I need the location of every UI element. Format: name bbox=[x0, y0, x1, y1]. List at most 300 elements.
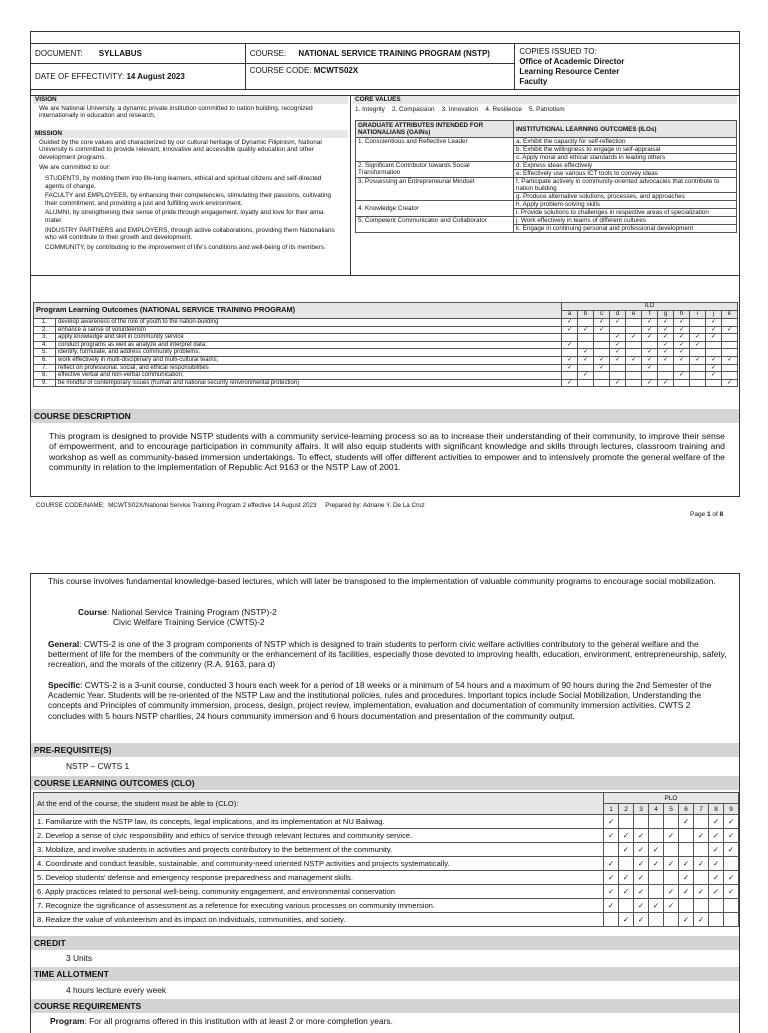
check-mark: ✓ bbox=[706, 326, 722, 334]
empty-cell bbox=[674, 364, 690, 372]
check-mark: ✓ bbox=[642, 319, 658, 327]
empty-cell bbox=[664, 871, 679, 885]
empty-cell bbox=[706, 379, 722, 387]
check-mark: ✓ bbox=[709, 871, 724, 885]
document-type: SYLLABUS bbox=[98, 49, 142, 58]
check-mark: ✓ bbox=[610, 334, 626, 342]
check-mark: ✓ bbox=[619, 829, 634, 843]
empty-cell bbox=[679, 829, 694, 843]
core-values-section bbox=[353, 96, 737, 115]
empty-cell bbox=[649, 885, 664, 899]
clo-row bbox=[34, 857, 739, 871]
empty-cell bbox=[724, 913, 739, 927]
plo-number: 1. bbox=[34, 319, 56, 327]
gain-4: 4. Knowledge Creator bbox=[356, 201, 514, 217]
check-mark: ✓ bbox=[604, 829, 619, 843]
check-mark: ✓ bbox=[724, 829, 739, 843]
clo-text: 6. Apply practices related to personal well-being, community engagement, and environmental conservation bbox=[34, 885, 604, 899]
empty-cell bbox=[626, 372, 642, 380]
empty-cell bbox=[594, 334, 610, 342]
mission-item: STUDENTS, by molding them into life-long learners, ethical and spiritual citizens and self-directed agents of change. bbox=[45, 174, 322, 190]
empty-cell bbox=[626, 341, 642, 349]
empty-cell bbox=[709, 899, 724, 913]
empty-cell bbox=[658, 364, 674, 372]
check-mark: ✓ bbox=[706, 364, 722, 372]
ilo-letter: b bbox=[578, 311, 594, 319]
check-mark: ✓ bbox=[694, 829, 709, 843]
empty-cell bbox=[722, 364, 738, 372]
empty-cell bbox=[690, 372, 706, 380]
check-mark: ✓ bbox=[722, 326, 738, 334]
time-allotment-title: TIME ALLOTMENT bbox=[31, 967, 739, 981]
plo-number: 5. bbox=[34, 349, 56, 357]
page-number: Page 1 of 8 bbox=[690, 511, 724, 518]
check-mark: ✓ bbox=[619, 913, 634, 927]
plo-row bbox=[34, 364, 738, 372]
empty-cell bbox=[658, 372, 674, 380]
plo-row bbox=[34, 341, 738, 349]
mission-intro: Guided by the core values and characterized by our cultural heritage of Dynamic Filipinism, National University is committed to provide relevant, innovative and accessible quality education and other development programs. bbox=[39, 138, 322, 161]
document-header bbox=[30, 43, 740, 90]
mission-item: INDUSTRY PARTNERS and EMPLOYERS, through active collaborations, providing them Nationalians who will contribute to their growth and development. bbox=[45, 226, 335, 242]
gain-3: 3. Possessing an Entrepreneurial Mindset bbox=[356, 178, 514, 201]
empty-cell bbox=[649, 913, 664, 927]
empty-cell bbox=[578, 334, 594, 342]
check-mark: ✓ bbox=[679, 815, 694, 829]
empty-cell bbox=[664, 913, 679, 927]
empty-cell bbox=[626, 319, 642, 327]
empty-cell bbox=[604, 913, 619, 927]
check-mark: ✓ bbox=[709, 829, 724, 843]
plo-row bbox=[34, 326, 738, 334]
empty-cell bbox=[642, 341, 658, 349]
empty-cell bbox=[626, 326, 642, 334]
empty-cell bbox=[706, 349, 722, 357]
check-mark: ✓ bbox=[642, 364, 658, 372]
empty-cell bbox=[690, 326, 706, 334]
check-mark: ✓ bbox=[562, 364, 578, 372]
check-mark: ✓ bbox=[562, 379, 578, 387]
plo-number: 2. bbox=[34, 326, 56, 334]
ilo-item: i. Provide solutions to challenges in respective areas of specialization bbox=[514, 209, 737, 217]
check-mark: ✓ bbox=[594, 326, 610, 334]
course-code: MCWTS02X bbox=[313, 66, 359, 75]
check-mark: ✓ bbox=[679, 913, 694, 927]
check-mark: ✓ bbox=[562, 356, 578, 364]
check-mark: ✓ bbox=[642, 349, 658, 357]
empty-cell bbox=[679, 843, 694, 857]
check-mark: ✓ bbox=[724, 815, 739, 829]
check-mark: ✓ bbox=[664, 829, 679, 843]
course-cell: COURSE: NATIONAL SERVICE TRAINING PROGRAM (NSTP) bbox=[245, 44, 515, 64]
plo-text: conduct programs as well as analyze and interpret data; bbox=[56, 341, 562, 349]
plo-text: reflect on professional, social, and ethical responsibilities bbox=[56, 364, 562, 372]
check-mark: ✓ bbox=[658, 319, 674, 327]
clo-row bbox=[34, 843, 739, 857]
clo-row bbox=[34, 885, 739, 899]
check-mark: ✓ bbox=[679, 871, 694, 885]
vision-text: We are National University, a dynamic private institution committed to nation building, recognized internationally in education and research. bbox=[39, 104, 313, 120]
check-mark: ✓ bbox=[649, 843, 664, 857]
check-mark: ✓ bbox=[658, 326, 674, 334]
empty-cell bbox=[610, 364, 626, 372]
clo-text: 1. Familiarize with the NSTP law, its concepts, legal implications, and its implementation at NU Baliwag. bbox=[34, 815, 604, 829]
empty-cell bbox=[562, 334, 578, 342]
empty-cell bbox=[604, 843, 619, 857]
plo-number: 8 bbox=[709, 804, 724, 815]
ilo-letter: j bbox=[706, 311, 722, 319]
empty-cell bbox=[724, 857, 739, 871]
time-allotment-value: 4 hours lecture every week bbox=[66, 985, 167, 995]
ilo-item: g. Produce alternative solutions, processes, and approaches bbox=[514, 193, 737, 201]
check-mark: ✓ bbox=[594, 364, 610, 372]
ilo-item: d. Express ideas effectively bbox=[514, 162, 737, 170]
plo-number: 5 bbox=[664, 804, 679, 815]
plo-number: 3 bbox=[634, 804, 649, 815]
check-mark: ✓ bbox=[634, 843, 649, 857]
empty-cell bbox=[578, 379, 594, 387]
check-mark: ✓ bbox=[674, 356, 690, 364]
empty-cell bbox=[594, 379, 610, 387]
check-mark: ✓ bbox=[694, 857, 709, 871]
check-mark: ✓ bbox=[578, 326, 594, 334]
plo-ilo-matrix bbox=[33, 302, 738, 387]
check-mark: ✓ bbox=[642, 326, 658, 334]
check-mark: ✓ bbox=[619, 843, 634, 857]
clo-row bbox=[34, 871, 739, 885]
empty-cell bbox=[649, 871, 664, 885]
check-mark: ✓ bbox=[642, 379, 658, 387]
ilo-item: e. Effectively use various ICT tools to convey ideas bbox=[514, 170, 737, 178]
empty-cell bbox=[722, 349, 738, 357]
ilo-header: INSTITUTIONAL LEARNING OUTCOMES (ILOs) bbox=[514, 121, 737, 138]
check-mark: ✓ bbox=[709, 857, 724, 871]
plo-rows bbox=[34, 319, 738, 387]
check-mark: ✓ bbox=[578, 356, 594, 364]
clo-row bbox=[34, 829, 739, 843]
check-mark: ✓ bbox=[604, 885, 619, 899]
clo-rows bbox=[34, 815, 739, 927]
check-mark: ✓ bbox=[562, 326, 578, 334]
gain-5: 5. Competent Communicator and Collaborator bbox=[356, 217, 514, 233]
check-mark: ✓ bbox=[674, 319, 690, 327]
clo-header: At the end of the course, the student must be able to (CLO): bbox=[34, 793, 604, 815]
mission-committed: We are committed to our: bbox=[39, 164, 111, 172]
vision-section bbox=[33, 96, 348, 121]
prereq-value: NSTP – CWTS 1 bbox=[66, 761, 130, 771]
empty-cell bbox=[578, 341, 594, 349]
mission-item: FACULTY and EMPLOYEES, by enhancing their competencies, stimulating their passions, cultivating their commitment, and providing a just and fulfilling work environment. bbox=[45, 192, 332, 207]
ilo-letter: d bbox=[610, 311, 626, 319]
empty-cell bbox=[690, 364, 706, 372]
empty-cell bbox=[626, 364, 642, 372]
mission-item: ALUMNI, by strengthening their sense of pride through engagement, loyalty and love for their alma mater. bbox=[45, 209, 324, 224]
empty-cell bbox=[578, 319, 594, 327]
gain-2: 2. Significant Contributor towards Social Transformation bbox=[356, 162, 514, 178]
clo-text: 8. Realize the value of volunteerism and its impact on individuals, communities, and society. bbox=[34, 913, 604, 927]
empty-cell bbox=[690, 379, 706, 387]
course-description-text: This program is designed to provide NSTP students with a community service-learning process so as to increase their understanding of their community, to improve their sense of empowerment, and to encourage participation in community affairs. It will also equip students with significant knowledge and skills through lectures, classroom training and workshop as well as community-based immersion undertakings. To effect, students will offer different activities to empower and to intensively promote the general welfare of the community in relation to the implementation of Republic Act 9163 or the NSTP Law of 2001. bbox=[49, 431, 725, 473]
empty-cell bbox=[709, 913, 724, 927]
check-mark: ✓ bbox=[610, 349, 626, 357]
check-mark: ✓ bbox=[690, 334, 706, 342]
check-mark: ✓ bbox=[634, 899, 649, 913]
empty-cell bbox=[722, 334, 738, 342]
plo-number: 2 bbox=[619, 804, 634, 815]
empty-cell bbox=[706, 341, 722, 349]
plo-text: effective verbal and non-verbal communication; bbox=[56, 372, 562, 380]
plo-row bbox=[34, 334, 738, 342]
empty-cell bbox=[619, 899, 634, 913]
check-mark: ✓ bbox=[679, 885, 694, 899]
check-mark: ✓ bbox=[694, 885, 709, 899]
check-mark: ✓ bbox=[658, 356, 674, 364]
empty-cell bbox=[594, 341, 610, 349]
check-mark: ✓ bbox=[634, 857, 649, 871]
vertical-divider bbox=[350, 95, 351, 276]
ilo-letter: e bbox=[626, 311, 642, 319]
plo-text: apply knowledge and skill in community service bbox=[56, 334, 562, 342]
check-mark: ✓ bbox=[658, 334, 674, 342]
check-mark: ✓ bbox=[594, 356, 610, 364]
check-mark: ✓ bbox=[690, 356, 706, 364]
course-requirements-title: COURSE REQUIREMENTS bbox=[31, 999, 739, 1013]
check-mark: ✓ bbox=[642, 334, 658, 342]
empty-cell bbox=[578, 364, 594, 372]
mission-section bbox=[33, 130, 348, 252]
core-values-text: 1. Integrity 2. Compassion 3. Innovation 4. Resilience 5. Patriotism bbox=[355, 105, 565, 113]
plo-number: 3. bbox=[34, 334, 56, 342]
plo-number: 4. bbox=[34, 341, 56, 349]
empty-cell bbox=[722, 319, 738, 327]
check-mark: ✓ bbox=[674, 372, 690, 380]
check-mark: ✓ bbox=[634, 829, 649, 843]
ilo-item: j. Work effectively in teams of different cultures bbox=[514, 217, 737, 225]
clo-text: 2. Develop a sense of civic responsibility and ethics of service through relevant lectures and community service. bbox=[34, 829, 604, 843]
credit-value: 3 Units bbox=[66, 953, 93, 963]
empty-cell bbox=[619, 815, 634, 829]
ilo-letter: c bbox=[594, 311, 610, 319]
empty-cell bbox=[619, 857, 634, 871]
ilo-item: f. Participate actively in community-oriented advocacies that contribute to nation building bbox=[514, 178, 737, 193]
plo-number: 9. bbox=[34, 379, 56, 387]
check-mark: ✓ bbox=[604, 857, 619, 871]
ilo-item: k. Engage in continuing personal and professional development bbox=[514, 225, 737, 233]
check-mark: ✓ bbox=[709, 815, 724, 829]
clo-row bbox=[34, 913, 739, 927]
clo-text: 3. Mobilize, and involve students in activities and projects contributory to the betterment of the community. bbox=[34, 843, 604, 857]
empty-cell bbox=[694, 815, 709, 829]
check-mark: ✓ bbox=[724, 843, 739, 857]
empty-cell bbox=[679, 899, 694, 913]
check-mark: ✓ bbox=[690, 341, 706, 349]
plo-text: enhance a sense of volunteerism bbox=[56, 326, 562, 334]
footer-left: COURSE CODE/NAME: MCWTS02X/National Service Training Program 2 effective 14 August 2023 Prepared by: Adriane Y. De La Cruz bbox=[36, 502, 425, 509]
plo-title: Program Learning Outcomes (NATIONAL SERVICE TRAINING PROGRAM) bbox=[34, 303, 562, 319]
check-mark: ✓ bbox=[578, 349, 594, 357]
check-mark: ✓ bbox=[649, 899, 664, 913]
check-mark: ✓ bbox=[626, 356, 642, 364]
clo-row bbox=[34, 899, 739, 913]
empty-cell bbox=[626, 349, 642, 357]
plo-label: PLO bbox=[604, 793, 739, 804]
empty-cell bbox=[694, 899, 709, 913]
check-mark: ✓ bbox=[619, 871, 634, 885]
check-mark: ✓ bbox=[706, 356, 722, 364]
plo-text: be mindful of contemporary issues (human and national security /environmental protection) bbox=[56, 379, 562, 387]
empty-cell bbox=[594, 372, 610, 380]
check-mark: ✓ bbox=[610, 379, 626, 387]
check-mark: ✓ bbox=[674, 341, 690, 349]
empty-cell bbox=[610, 326, 626, 334]
ilo-letter: a bbox=[562, 311, 578, 319]
check-mark: ✓ bbox=[658, 341, 674, 349]
ilo-letter: f bbox=[642, 311, 658, 319]
credit-title: CREDIT bbox=[31, 936, 739, 950]
check-mark: ✓ bbox=[642, 356, 658, 364]
vision-title: VISION bbox=[33, 96, 348, 104]
plo-row bbox=[34, 319, 738, 327]
course-code-cell: COURSE CODE: MCWTS02X bbox=[245, 64, 515, 90]
course-requirements-text: Program: For all programs offered in this institution with at least 2 or more completion years. bbox=[50, 1016, 393, 1026]
course-block: Course: National Service Training Program (NSTP)-2 Civic Welfare Training Service (CWTS)-2 bbox=[78, 607, 277, 628]
plo-text: work effectively in multi-disciplinary and multi-cultural teams; bbox=[56, 356, 562, 364]
check-mark: ✓ bbox=[674, 326, 690, 334]
empty-cell bbox=[694, 843, 709, 857]
check-mark: ✓ bbox=[578, 372, 594, 380]
empty-cell bbox=[562, 349, 578, 357]
check-mark: ✓ bbox=[674, 334, 690, 342]
empty-cell bbox=[649, 829, 664, 843]
check-mark: ✓ bbox=[604, 815, 619, 829]
prereq-title: PRE-REQUISITE(S) bbox=[31, 743, 739, 757]
check-mark: ✓ bbox=[706, 372, 722, 380]
clo-text: 5. Develop students' defense and emergency response preparedness and management skills. bbox=[34, 871, 604, 885]
course-description-title: COURSE DESCRIPTION bbox=[31, 409, 739, 423]
empty-cell bbox=[690, 319, 706, 327]
ilo-item: c. Apply moral and ethical standards in leading others bbox=[514, 154, 737, 162]
check-mark: ✓ bbox=[610, 341, 626, 349]
check-mark: ✓ bbox=[562, 341, 578, 349]
ilo-label: ILO bbox=[562, 303, 738, 311]
clo-plo-matrix bbox=[33, 792, 739, 927]
plo-row bbox=[34, 349, 738, 357]
plo-text: develop awareness of the role of youth to the nation-building bbox=[56, 319, 562, 327]
check-mark: ✓ bbox=[562, 319, 578, 327]
plo-row bbox=[34, 356, 738, 364]
check-mark: ✓ bbox=[706, 334, 722, 342]
general-paragraph: General: CWTS-2 is one of the 3 program components of NSTP which is designed to train students to perform civic welfare activities contributory to the general welfare and the betterment of life for the members of the community or the enhancement of its facilities, especially those devoted to improving health, education, environment, entrepreneurship, safety, recreation, and the morals of the citizenry (R.A. 9163, para d) bbox=[48, 639, 727, 670]
check-mark: ✓ bbox=[706, 319, 722, 327]
ilo-letter: k bbox=[722, 311, 738, 319]
empty-cell bbox=[724, 899, 739, 913]
empty-cell bbox=[664, 843, 679, 857]
plo-text: identify, formulate, and address community problems; bbox=[56, 349, 562, 357]
ilo-letter: g bbox=[658, 311, 674, 319]
plo-number: 4 bbox=[649, 804, 664, 815]
page2-intro: This course involves fundamental knowledge-based lectures, which will later be transposed to the implementation of valuable community programs to encourage social mobilization. bbox=[48, 576, 716, 586]
effectivity-date: 14 August 2023 bbox=[126, 72, 185, 81]
clo-text: 7. Recognize the significance of assessment as a reference for executing various processes on community immersion. bbox=[34, 899, 604, 913]
gains-header: GRADUATE ATTRIBUTES INTENDED FOR NATIONALIANS (GAINs) bbox=[356, 121, 514, 138]
check-mark: ✓ bbox=[649, 857, 664, 871]
check-mark: ✓ bbox=[724, 885, 739, 899]
empty-cell bbox=[626, 379, 642, 387]
plo-row bbox=[34, 372, 738, 380]
empty-cell bbox=[634, 815, 649, 829]
plo-number: 9 bbox=[724, 804, 739, 815]
specific-paragraph: Specific: CWTS-2 is a 3-unit course, conducted 3 hours each week for a period of 18 weeks or a minimum of 54 hours and a maximum of 90 hours during the 2nd Semester of the Academic Year. Students will be re-oriented of the NSTP Law and the institutional policies, rules and procedures. Important topics include Social Mobilization, Understanding the concepts and Principles of community immersion, process, design, project review, implementation, evaluation and documentation of community immersion activities. CWTS 2 concludes with 5 hours NSTP charities, 24 hours community immersion and 6 hours documentation and presentation of the community output. bbox=[48, 680, 712, 721]
empty-cell bbox=[722, 372, 738, 380]
check-mark: ✓ bbox=[626, 334, 642, 342]
check-mark: ✓ bbox=[664, 885, 679, 899]
clo-title: COURSE LEARNING OUTCOMES (CLO) bbox=[31, 776, 739, 790]
check-mark: ✓ bbox=[619, 885, 634, 899]
check-mark: ✓ bbox=[709, 843, 724, 857]
mission-title: MISSION bbox=[33, 130, 348, 138]
empty-cell bbox=[610, 372, 626, 380]
plo-number: 7 bbox=[694, 804, 709, 815]
gains-ilo-table bbox=[355, 120, 737, 233]
gain-1: 1. Conscientious and Reflective Leader bbox=[356, 138, 514, 162]
empty-cell bbox=[690, 349, 706, 357]
empty-cell bbox=[694, 871, 709, 885]
ilo-letter: i bbox=[690, 311, 706, 319]
check-mark: ✓ bbox=[709, 885, 724, 899]
check-mark: ✓ bbox=[679, 857, 694, 871]
check-mark: ✓ bbox=[634, 913, 649, 927]
course-name: NATIONAL SERVICE TRAINING PROGRAM (NSTP) bbox=[298, 49, 490, 58]
clo-text: 4. Coordinate and conduct feasible, sustainable, and community-need oriented NSTP activities and projects systematically. bbox=[34, 857, 604, 871]
ilo-item: b. Exhibit the willingness to engage in self-appraisal bbox=[514, 146, 737, 154]
empty-cell bbox=[722, 341, 738, 349]
check-mark: ✓ bbox=[664, 857, 679, 871]
effectivity-cell: DATE OF EFFECTIVITY: 14 August 2023 bbox=[31, 64, 246, 90]
plo-row bbox=[34, 379, 738, 387]
check-mark: ✓ bbox=[634, 871, 649, 885]
empty-cell bbox=[674, 379, 690, 387]
check-mark: ✓ bbox=[674, 349, 690, 357]
check-mark: ✓ bbox=[722, 356, 738, 364]
check-mark: ✓ bbox=[610, 319, 626, 327]
ilo-item: a. Exhibit the capacity for self-reflection bbox=[514, 138, 737, 146]
empty-cell bbox=[594, 349, 610, 357]
plo-number: 1 bbox=[604, 804, 619, 815]
plo-number: 7. bbox=[34, 364, 56, 372]
core-values-title: CORE VALUES bbox=[353, 96, 737, 104]
check-mark: ✓ bbox=[610, 356, 626, 364]
empty-cell bbox=[664, 815, 679, 829]
empty-cell bbox=[642, 372, 658, 380]
check-mark: ✓ bbox=[604, 899, 619, 913]
check-mark: ✓ bbox=[724, 871, 739, 885]
mission-item: COMMUNITY, by contributing to the improvement of life's conditions and well-being of its members. bbox=[45, 243, 326, 251]
check-mark: ✓ bbox=[658, 349, 674, 357]
plo-number: 8. bbox=[34, 372, 56, 380]
plo-number: 6. bbox=[34, 356, 56, 364]
plo-number: 6 bbox=[679, 804, 694, 815]
check-mark: ✓ bbox=[694, 913, 709, 927]
empty-cell bbox=[649, 815, 664, 829]
copies-cell: COPIES ISSUED TO: Office of Academic Director Learning Resource Center Faculty bbox=[515, 44, 740, 90]
ilo-letter: h bbox=[674, 311, 690, 319]
clo-row bbox=[34, 815, 739, 829]
check-mark: ✓ bbox=[722, 379, 738, 387]
check-mark: ✓ bbox=[634, 885, 649, 899]
document-cell: DOCUMENT: SYLLABUS bbox=[31, 44, 246, 64]
check-mark: ✓ bbox=[658, 379, 674, 387]
empty-cell bbox=[562, 372, 578, 380]
